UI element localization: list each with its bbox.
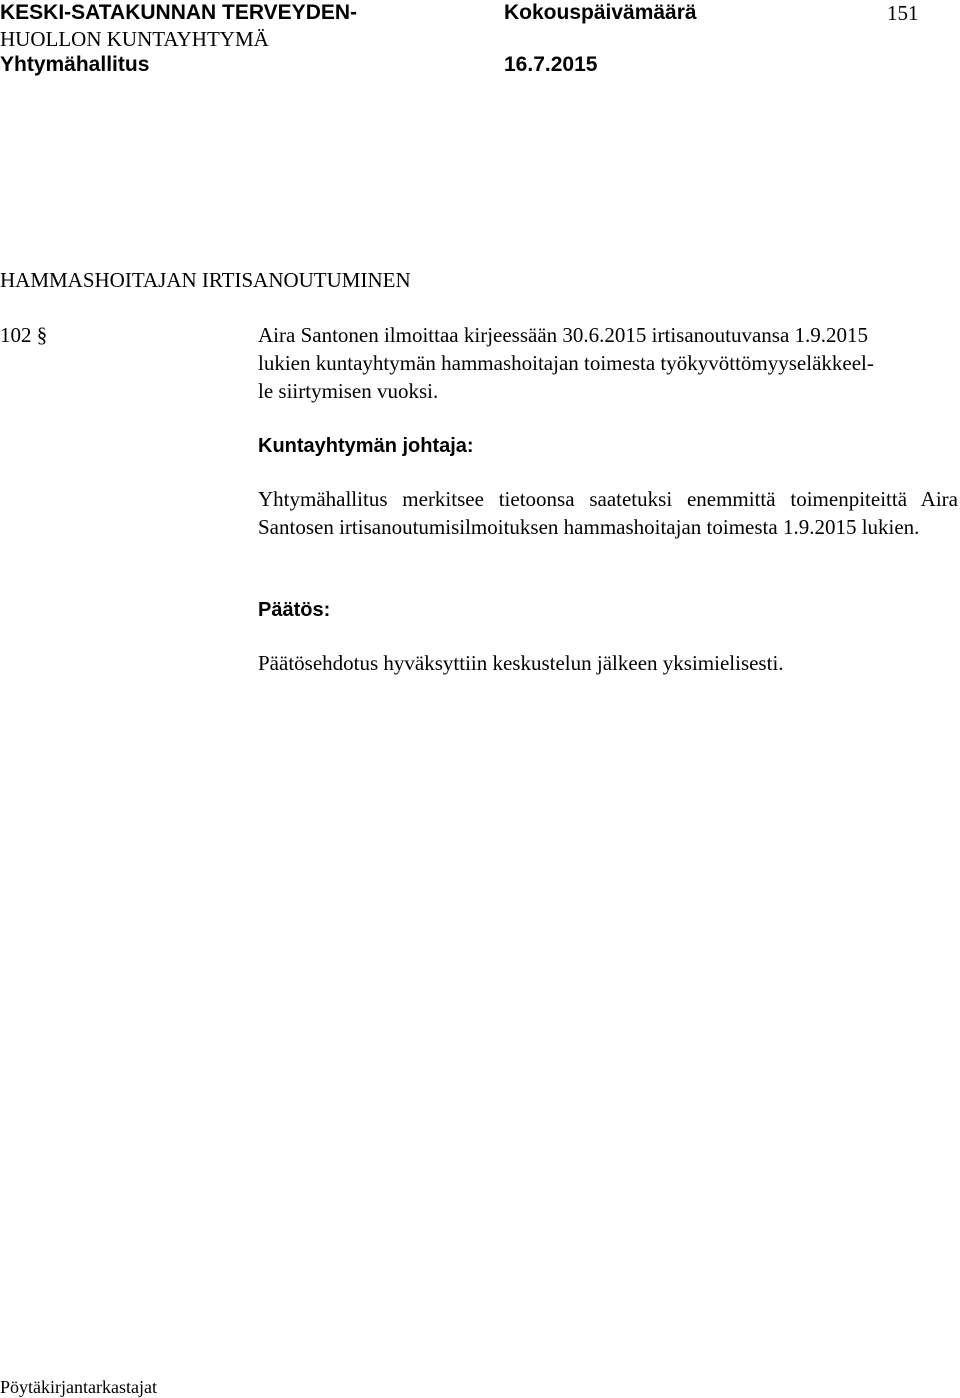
section-title: HAMMASHOITAJAN IRTISANOUTUMINEN bbox=[0, 268, 411, 292]
footer-reviewers-label: Pöytäkirjantarkastajat bbox=[0, 1377, 157, 1397]
organization-name-line2: HUOLLON KUNTAYHTYMÄ bbox=[0, 27, 269, 51]
intro-line-1: Aira Santonen ilmoittaa kirjeessään 30.6.2015 irtisanoutuvansa 1.9.2015 bbox=[258, 323, 869, 347]
proposal-text: Yhtymähallitus merkitsee tietoonsa saatetuksi enemmittä toimenpiteittä Aira Santosen irtisanoutumisilmoituksen hammashoitajan toimesta 1.9.2015 lukien. bbox=[258, 487, 958, 539]
section-number: 102 § bbox=[0, 323, 48, 347]
intro-line-3: le siirtymisen vuoksi. bbox=[258, 379, 439, 403]
page-number: 151 bbox=[887, 1, 919, 25]
proposer-label: Kuntayhtymän johtaja: bbox=[258, 435, 474, 457]
meeting-date-value: 16.7.2015 bbox=[504, 53, 598, 76]
decision-text: Päätösehdotus hyväksyttiin keskustelun jälkeen yksimielisesti. bbox=[258, 651, 784, 675]
organization-name-line1: KESKI-SATAKUNNAN TERVEYDEN- bbox=[0, 1, 358, 24]
intro-line-2: lukien kuntayhtymän hammashoitajan toimesta työkyvöttömyyseläkkeel- bbox=[258, 351, 874, 375]
meeting-date-label: Kokouspäivämäärä bbox=[504, 1, 697, 24]
decision-label: Päätös: bbox=[258, 599, 331, 621]
governing-body-name: Yhtymähallitus bbox=[0, 53, 150, 76]
